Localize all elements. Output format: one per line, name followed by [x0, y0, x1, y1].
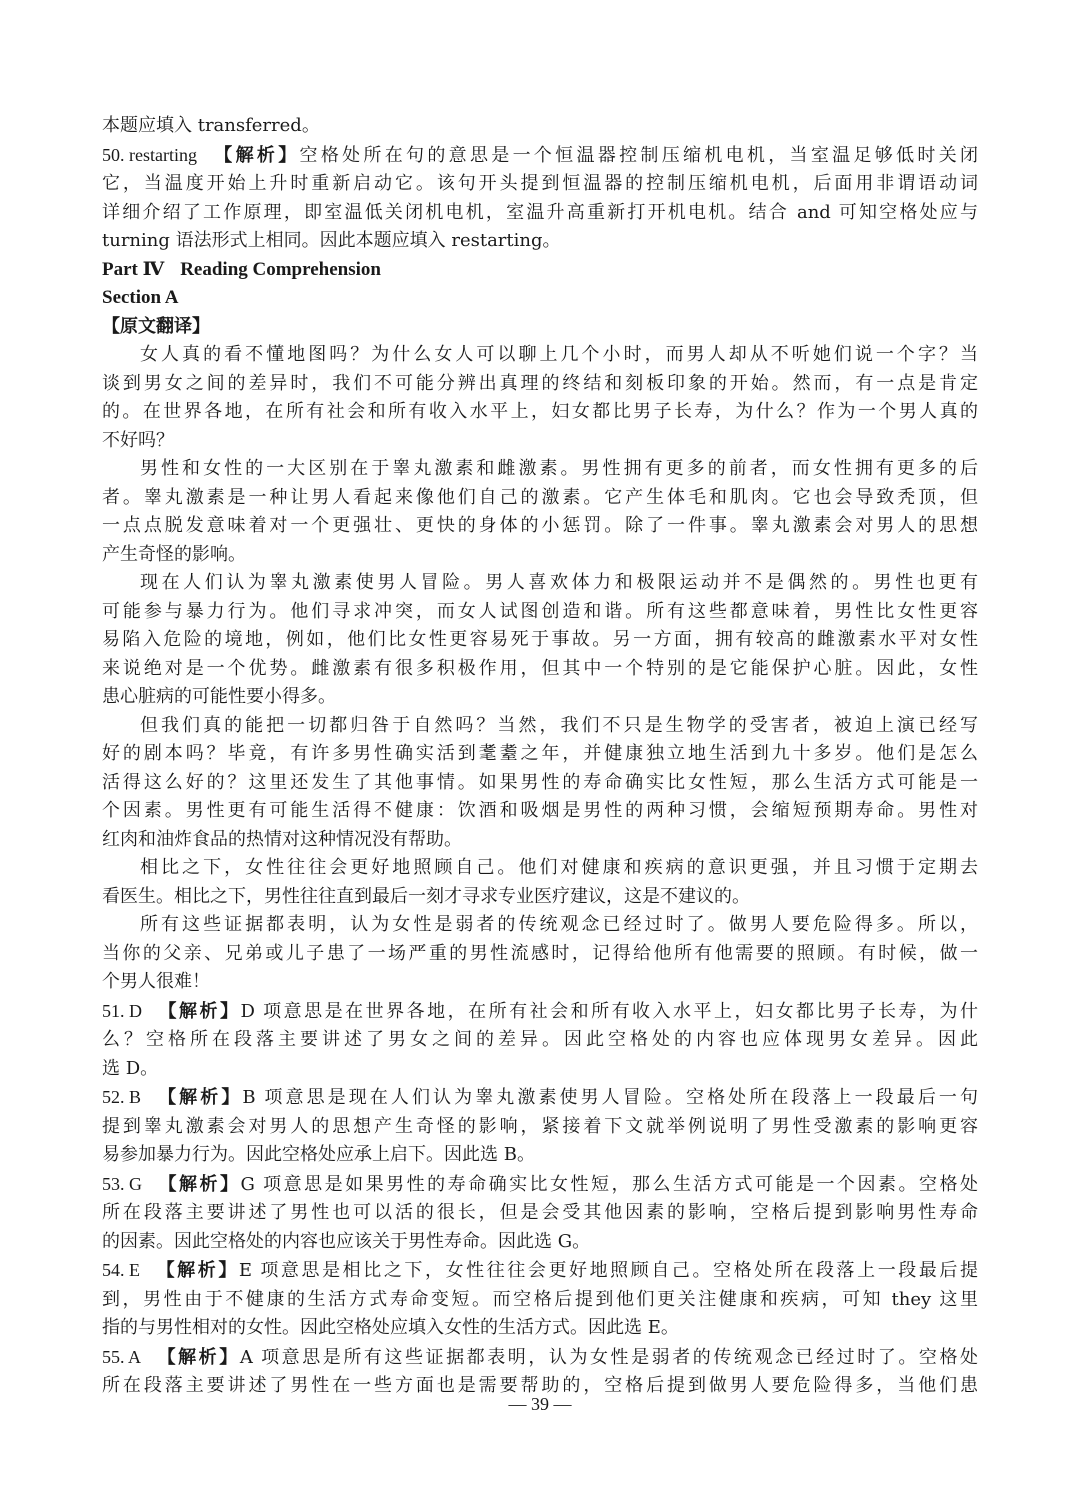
answer-text: 空格处所在句的意思是一个恒温器控制压缩机电机，当室温足够低时关闭 [299, 144, 978, 166]
answer-first-line [102, 1170, 978, 1200]
answer-text: 所在段落主要讲述了男性在一些方面也是需要帮助的，空格后提到做男人要危险得多，当他们患 [102, 1375, 978, 1396]
answer-first-line [102, 1343, 978, 1373]
paragraph-line: 的。在世界各地，在所有社会和所有收入水平上，妇女都比男子长寿，为什么？作为一个男人真的 [102, 401, 978, 422]
paragraph-line: 女人真的看不懂地图吗？为什么女人可以聊上几个小时，而男人却从不听她们说一个字？当 [140, 344, 978, 365]
paragraph-line: 一点点脱发意味着对一个更强壮、更快的身体的小惩罚。除了一件事。睾丸激素会对男人的思想 [102, 515, 978, 536]
paragraph-line: 相比之下，女性往往会更好地照顾自己。他们对健康和疾病的意识更强，并且习惯于定期去 [140, 857, 978, 878]
answer-text: 详细介绍了工作原理，即室温低关闭机电机，室温升高重新打开机电机。结合 and 可知空格处应与 [102, 201, 978, 223]
answer-text: D 项意思是在世界各地，在所有社会和所有收入水平上，妇女都比男子长寿，为什 [240, 1000, 978, 1022]
answer-list [102, 997, 978, 1401]
paragraph-line: 但我们真的能把一切都归咎于自然吗？当然，我们不只是生物学的受害者，被迫上演已经写 [140, 714, 978, 736]
answer-text: A 项意思是所有这些证据都表明，认为女性是弱者的传统观念已经过时了。空格处 [239, 1346, 979, 1368]
answer-text: B 项意思是现在人们认为睾丸激素使男人冒险。空格处所在段落上一段最后一句 [242, 1087, 978, 1108]
paragraph-line: 者。睾丸激素是一种让男人看起来像他们自己的激素。它产生体毛和肌肉。它也会导致秃顶，但 [102, 486, 978, 508]
answer-item [102, 1343, 978, 1401]
translation-paragraph [102, 712, 978, 855]
translation-heading: 【原文翻译】 [102, 315, 210, 337]
answer-text: turning 语法形式上相同。因此本题应填入 restarting。 [102, 230, 561, 251]
answer-text: E 项意思是相比之下，女性往往会更好地照顾自己。空格处所在段落上一段最后提 [238, 1260, 979, 1281]
paragraph-line: 看医生。相比之下，男性往往直到最后一刻才寻求专业医疗建议，这是不建议的。 [102, 885, 750, 907]
answer-text: 提到睾丸激素会对男人的思想产生奇怪的影响，紧接着下文就举例说明了男性受激素的影响更容 [102, 1115, 978, 1137]
answer-text: 么？空格所在段落主要讲述了男女之间的差异。因此空格处的内容也应体现男女差异。因此 [102, 1029, 978, 1050]
paragraph-line: 来说绝对是一个优势。雌激素有很多积极作用，但其中一个特别的是它能保护心脏。因此，女性 [102, 657, 978, 679]
q49-tail: 本题应填入 transferred。 [102, 115, 320, 136]
answer-text: 易参加暴力行为。因此空格处应承上启下。因此选 B。 [102, 1144, 535, 1165]
translation-paragraph [102, 854, 978, 911]
answer-item [102, 1170, 978, 1257]
answer-first-line [102, 997, 978, 1027]
translation-body [102, 341, 978, 997]
answer-text: 选 D。 [102, 1057, 159, 1079]
translation-paragraph [102, 455, 978, 569]
answer-item [102, 997, 978, 1084]
paragraph-line: 现在人们认为睾丸激素使男人冒险。男人喜欢体力和极限运动并不是偶然的。男性也更有 [140, 572, 978, 593]
answer-number: 55. A [102, 1346, 142, 1367]
answer-text: 它，当温度开始上升时重新启动它。该句开头提到恒温器的控制压缩机电机，后面用非谓语动词 [102, 173, 978, 194]
translation-paragraph [102, 911, 978, 997]
answer-first-line [102, 1083, 978, 1113]
paragraph-line: 易陷入危险的境地，例如，他们比女性更容易死于事故。另一方面，拥有较高的雌激素水平对女性 [102, 629, 978, 650]
analysis-tag: 【解析】 [156, 1000, 241, 1022]
answer-number: 50. restarting [102, 144, 197, 165]
answer-item [102, 1256, 978, 1343]
analysis-tag: 【解析】 [155, 1087, 243, 1108]
analysis-tag: 【解析】 [210, 144, 300, 166]
answer-number: 54. E [102, 1260, 140, 1280]
translation-paragraph [102, 569, 978, 712]
answer-number: 52. B [102, 1087, 142, 1107]
translation-paragraph [102, 341, 978, 455]
part-heading [102, 256, 978, 285]
paragraph-line: 男性和女性的一大区别在于睾丸激素和雌激素。男性拥有更多的前者，而女性拥有更多的后 [140, 458, 978, 479]
paragraph-line: 红肉和油炸食品的热情对这种情况没有帮助。 [102, 828, 462, 850]
answer-number: 53. G [102, 1173, 142, 1194]
paragraph-line: 个因素。男性更有可能生活得不健康：饮酒和吸烟是男性的两种习惯，会缩短预期寿命。男性对 [102, 800, 978, 821]
part-title: Reading Comprehension [180, 258, 381, 280]
answer-text: 指的与男性相对的女性。因此空格处应填入女性的生活方式。因此选 E。 [102, 1317, 679, 1338]
paragraph-line: 不好吗？ [102, 429, 174, 451]
paragraph-line: 产生奇怪的影响。 [102, 543, 246, 565]
answer-text: 所在段落主要讲述了男性也可以活的很长，但是会受其他因素的影响，空格后提到影响男性寿命 [102, 1202, 978, 1223]
answer-text: G 项意思是如果男性的寿命确实比女性短，那么生活方式可能是一个因素。空格处 [240, 1173, 979, 1195]
paragraph-line: 谈到男女之间的差异时，我们不可能分辨出真理的终结和刻板印象的开始。然而，有一点是肯定 [102, 372, 978, 394]
answer-50 [102, 141, 978, 256]
analysis-tag: 【解析】 [156, 1173, 241, 1195]
paragraph-line: 当你的父亲、兄弟或儿子患了一场严重的男性流感时，记得给他所有他需要的照顾。有时候，做一 [102, 942, 978, 964]
answer-number: 51. D [102, 1000, 142, 1021]
answer-text: 到，男性由于不健康的生活方式寿命变短。而空格后提到他们更关注健康和疾病，可知 they 这里 [102, 1288, 978, 1310]
paragraph-line: 可能参与暴力行为。他们寻求冲突，而女人试图创造和谐。所有这些都意味着，男性比女性更容 [102, 600, 978, 622]
paragraph-line: 好的剧本吗？毕竟，有许多男性确实活到耄耋之年，并健康独立地生活到九十多岁。他们是怎么 [102, 743, 978, 764]
answer-item [102, 1083, 978, 1170]
answer-text: 的因素。因此空格处的内容也应该关于男性寿命。因此选 G。 [102, 1230, 591, 1252]
paragraph-line: 个男人很难！ [102, 971, 210, 992]
part-number: Part Ⅳ [102, 258, 165, 280]
analysis-tag: 【解析】 [154, 1260, 239, 1281]
paragraph-line: 所有这些证据都表明，认为女性是弱者的传统观念已经过时了。做男人要危险得多。所以， [140, 914, 978, 935]
paragraph-line: 活得这么好的？这里还发生了其他事情。如果男性的寿命确实比女性短，那么生活方式可能是一 [102, 771, 978, 793]
paragraph-line: 患心脏病的可能性要小得多。 [102, 686, 336, 707]
section-heading: Section A [102, 287, 179, 308]
analysis-tag: 【解析】 [155, 1346, 240, 1368]
page-number: — 39 — [508, 1394, 572, 1414]
answer-first-line [102, 1256, 978, 1286]
